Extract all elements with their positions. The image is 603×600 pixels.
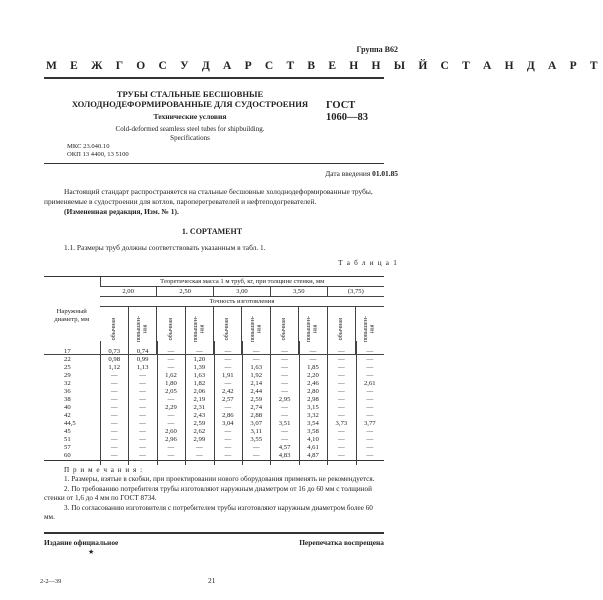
column-divider [299,341,300,465]
mass-cell: — [110,388,118,395]
header-rule [44,163,384,164]
mass-cell: 2,80 [307,388,319,395]
mass-cell: — [110,420,118,427]
mass-cell: — [167,348,175,355]
mass-cell: — [110,452,118,459]
diameter-cell: 38 [64,396,71,403]
mass-cell: 0,99 [136,356,149,363]
mass-cell: 3,11 [250,428,262,435]
mass-cell: — [224,380,232,387]
diameter-cell: 40 [64,404,71,411]
mass-cell: 4,57 [278,444,291,451]
mass-cell: — [110,412,118,419]
mass-cell: 2,05 [165,388,177,395]
mass-cell: 4,87 [307,452,319,459]
mass-cell: — [281,356,288,363]
mass-cell: — [281,372,288,379]
mass-cell: — [366,364,374,371]
mass-cell: 2,57 [221,396,234,403]
mass-cell: — [309,356,317,363]
mass-cell: 0,73 [108,348,121,355]
diameter-cell: 57 [64,444,71,451]
gost-number: 1060—83 [326,112,368,123]
diameter-cell: 25 [64,364,71,371]
mass-cell: — [110,428,118,435]
accuracy-high-header: повышен- ная [128,307,156,355]
doc-title-line2: ХОЛОДНОДЕФОРМИРОВАННЫЕ ДЛЯ СУДОСТРОЕНИЯ [71,99,309,109]
mass-cell: — [366,412,374,419]
mass-cell: — [196,444,203,451]
mass-cell: — [338,388,345,395]
note-1: 1. Размеры, взятые в скобки, при проектировании нового оборудования применять не рекомендуется. [64,475,375,484]
mass-cell: — [366,396,374,403]
mass-cell: — [252,452,260,459]
mass-cell: 3,07 [250,420,263,427]
mass-cell: 3,58 [307,428,319,435]
mass-cell: 2,19 [193,396,206,403]
mass-cell: — [167,412,175,419]
mass-cell: — [196,348,203,355]
okp-code: ОКП 13 4400, 13 5100 [67,151,129,158]
mass-cell: — [167,452,175,459]
diameter-cell: 45 [64,428,71,435]
mass-cell: — [338,356,345,363]
mass-cell: — [309,348,317,355]
mass-cell: 2,86 [221,412,234,419]
accuracy-normal-header: обычная [327,307,355,355]
mass-cell: 3,15 [307,404,319,411]
mass-cell: — [139,396,146,403]
mass-cell: 2,96 [165,436,177,443]
mass-cell: — [338,380,345,387]
mass-cell: — [366,348,374,355]
thickness-header: 3,00 [214,287,271,297]
accuracy-normal-header: обычная [100,307,128,355]
mass-cell: 2,20 [307,372,319,379]
mass-cell: 1,39 [193,364,206,371]
mass-cell: — [139,452,146,459]
english-title-line2: Specifications [170,134,210,142]
accuracy-normal-header: обычная [214,307,242,355]
banner-rule [44,77,384,79]
mass-cell: 1,92 [250,372,263,379]
mass-cell: — [224,444,232,451]
diameter-cell: 44,5 [64,420,76,427]
mass-cell: — [281,428,288,435]
mass-cell: — [338,348,345,355]
mass-cell: — [366,356,374,363]
mass-cell: 3,73 [335,420,348,427]
english-title-line1: Cold-deformed seamless steel tubes for shipbuilding. [115,125,265,133]
mass-cell: 2,29 [165,404,177,411]
mass-cell: 2,46 [307,380,319,387]
mass-cell: 2,42 [221,388,234,395]
mass-cell: 1,82 [193,380,206,387]
mass-cell: — [252,348,260,355]
doc-title-line1: ТРУБЫ СТАЛЬНЫЕ БЕСШОВНЫЕ [116,89,264,99]
mass-cell: 1,63 [193,372,206,379]
mass-cell: — [366,452,374,459]
column-divider [242,341,243,465]
official-edition: Издание официальное [44,538,119,547]
mass-cell: 2,59 [193,420,206,427]
mass-cell: 1,85 [307,364,319,371]
effective-date [325,169,398,178]
mass-cell: 4,10 [307,436,319,443]
accuracy-normal-header: обычная [157,307,185,355]
diameter-cell: 42 [64,412,71,419]
mass-cell: — [110,404,118,411]
mass-cell: — [139,444,146,451]
effective-date-value: 01.01.85 [372,169,398,178]
mass-cell: 1,13 [136,364,149,371]
mass-cell: — [167,364,175,371]
mass-cell: — [281,412,288,419]
mass-cell: — [167,356,175,363]
mass-cell: — [224,348,232,355]
mass-cell: — [110,396,118,403]
mass-cell: — [281,348,288,355]
mass-cell: 1,80 [165,380,177,387]
mass-cell: — [110,436,118,443]
star-icon: ★ [88,548,95,556]
diameter-cell: 51 [64,436,71,443]
diameter-cell: 22 [64,356,71,363]
mass-cell: — [167,396,175,403]
accuracy-high-header: повышен- ная [356,307,384,355]
mass-cell: — [139,412,146,419]
mass-cell: — [281,436,288,443]
mass-cell: — [338,452,345,459]
mass-cell: — [139,436,146,443]
column-divider [214,341,215,465]
mass-cell: — [366,404,374,411]
accuracy-normal-header: обычная [270,307,298,355]
mass-cell: — [281,364,288,371]
mass-cell: — [110,444,118,451]
mass-cell: 2,99 [193,436,206,443]
mass-cell: — [196,452,203,459]
mass-cell: — [139,420,146,427]
table-bottom-rule [44,460,384,461]
accuracy-high-header: повышен- ная [299,307,327,355]
accuracy-header: Точность изготовления [100,297,384,307]
mass-cell: — [281,380,288,387]
doc-subtitle: Технические условия [153,112,227,121]
notes-block [44,466,384,522]
mass-cell: — [139,404,146,411]
mass-header: Теоретическая масса 1 м труб, кг, при толщине стенки, мм [100,277,384,287]
mass-cell: 1,91 [221,372,234,379]
mass-cell: 4,83 [278,452,291,459]
mass-cell: 2,98 [307,396,319,403]
column-divider [356,341,357,465]
mass-cell: — [366,428,374,435]
mass-cell: 2,74 [250,404,263,411]
mass-cell: 1,20 [193,356,206,363]
standard-banner: М Е Ж Г О С У Д А Р С Т В Е Н Н Ы Й С Т А Н Д А Р Т [46,60,603,72]
mass-cell: 4,61 [307,444,319,451]
print-code: 2-2—39 [40,578,62,585]
mass-cell: 2,44 [250,388,263,395]
mass-cell: 2,43 [193,412,206,419]
accuracy-high-header: повышен- ная [185,307,213,355]
mass-cell: — [366,444,374,451]
mass-cell: 2,95 [278,396,291,403]
mass-cell: — [167,444,175,451]
mass-cell: — [139,388,146,395]
diameter-cell: 36 [64,388,71,395]
accuracy-high-header: повышен- ная [242,307,270,355]
thickness-header: 3,50 [270,287,327,297]
mass-cell: — [366,372,374,379]
diameter-cell: 17 [64,348,71,355]
mass-cell: — [224,428,232,435]
mass-cell: — [338,436,345,443]
mass-cell: — [338,444,345,451]
mass-cell: — [110,380,118,387]
column-divider [100,341,101,465]
mass-cell: 2,62 [193,428,206,435]
mass-cell: — [224,452,232,459]
mass-cell: — [338,428,345,435]
intro-paragraph: Настоящий стандарт распространяется на стальные бесшовные холоднодеформированные трубы, применяемые в судостроении для котлов, пароперегревателей и нефтеподогревателей. [44,187,373,206]
mass-cell: 0,98 [108,356,121,363]
mass-cell: 2,61 [363,380,376,387]
mass-cell: — [338,364,345,371]
column-divider [327,341,328,465]
mass-cell: 0,74 [136,348,149,355]
mass-cell: 3,55 [250,436,263,443]
thickness-header: 2,50 [157,287,214,297]
mass-cell: 2,31 [193,404,206,411]
mass-cell: — [110,372,118,379]
mass-cell: — [252,356,260,363]
thickness-header: (3,75) [327,287,384,297]
column-divider [128,341,129,465]
mass-cell: — [224,364,232,371]
mass-cell: — [252,444,260,451]
gost-label: ГОСТ [326,100,356,111]
mass-cell: 3,04 [221,420,234,427]
section-heading: 1. СОРТАМЕНТ [181,227,243,236]
column-divider [157,341,158,465]
mass-cell: — [281,388,288,395]
reprint-prohibited: Перепечатка воспрещена [299,538,384,547]
column-divider [185,341,186,465]
group-code: Группа В62 [356,45,398,54]
mass-cell: — [224,356,232,363]
mass-cell: 3,51 [278,420,291,427]
mass-cell: 3,77 [363,420,376,427]
mass-cell: — [224,436,232,443]
mass-cell: — [139,428,146,435]
diameter-cell: 32 [64,380,71,387]
diameter-cell: 60 [64,452,71,459]
note-2: 2. По требованию потребителя трубы изготовляют наружным диаметром от 16 до 60 мм с толщиной стенки от 1,6 до 4 мм по ГОСТ 8734. [44,484,372,503]
footer-rule [44,532,384,534]
effective-date-label: Дата введения [325,169,371,178]
column-divider [270,341,271,465]
mks-code: МКС 23.040.10 [67,143,110,150]
stub-header: Наружный диаметр, мм [44,277,100,355]
mass-cell: — [281,404,288,411]
thickness-header: 2,00 [100,287,157,297]
mass-cell: 2,06 [193,388,206,395]
mass-cell: 2,88 [250,412,263,419]
mass-cell: — [338,404,345,411]
revision-note: (Измененная редакция, Изм. № 1). [64,207,179,216]
mass-cell: 3,32 [307,412,319,419]
mass-cell: 1,62 [165,372,177,379]
mass-cell: — [338,396,345,403]
mass-cell: — [366,388,374,395]
mass-cell: — [167,420,175,427]
mass-cell: 1,12 [108,364,121,371]
clause-1-1: 1.1. Размеры труб должны соответствовать указанным в табл. 1. [64,243,266,252]
mass-cell: — [139,372,146,379]
mass-cell: — [338,372,345,379]
diameter-cell: 29 [64,372,71,379]
mass-cell: — [224,404,232,411]
mass-cell: — [338,412,345,419]
mass-cell: — [366,436,374,443]
mass-cell: 1,63 [250,364,263,371]
mass-cell: 2,60 [165,428,177,435]
notes-title: П р и м е ч а н и я : [64,466,144,474]
mass-cell: 2,59 [250,396,263,403]
note-3: 3. По согласованию изготовителя с потребителем трубы изготовляют наружным диаметром более 60 мм. [44,503,373,522]
mass-cell: 3,54 [307,420,319,427]
table-caption: Т а б л и ц а 1 [338,259,398,267]
mass-cell: 2,14 [250,380,263,387]
mass-cell: — [139,380,146,387]
page-number: 21 [208,576,216,585]
